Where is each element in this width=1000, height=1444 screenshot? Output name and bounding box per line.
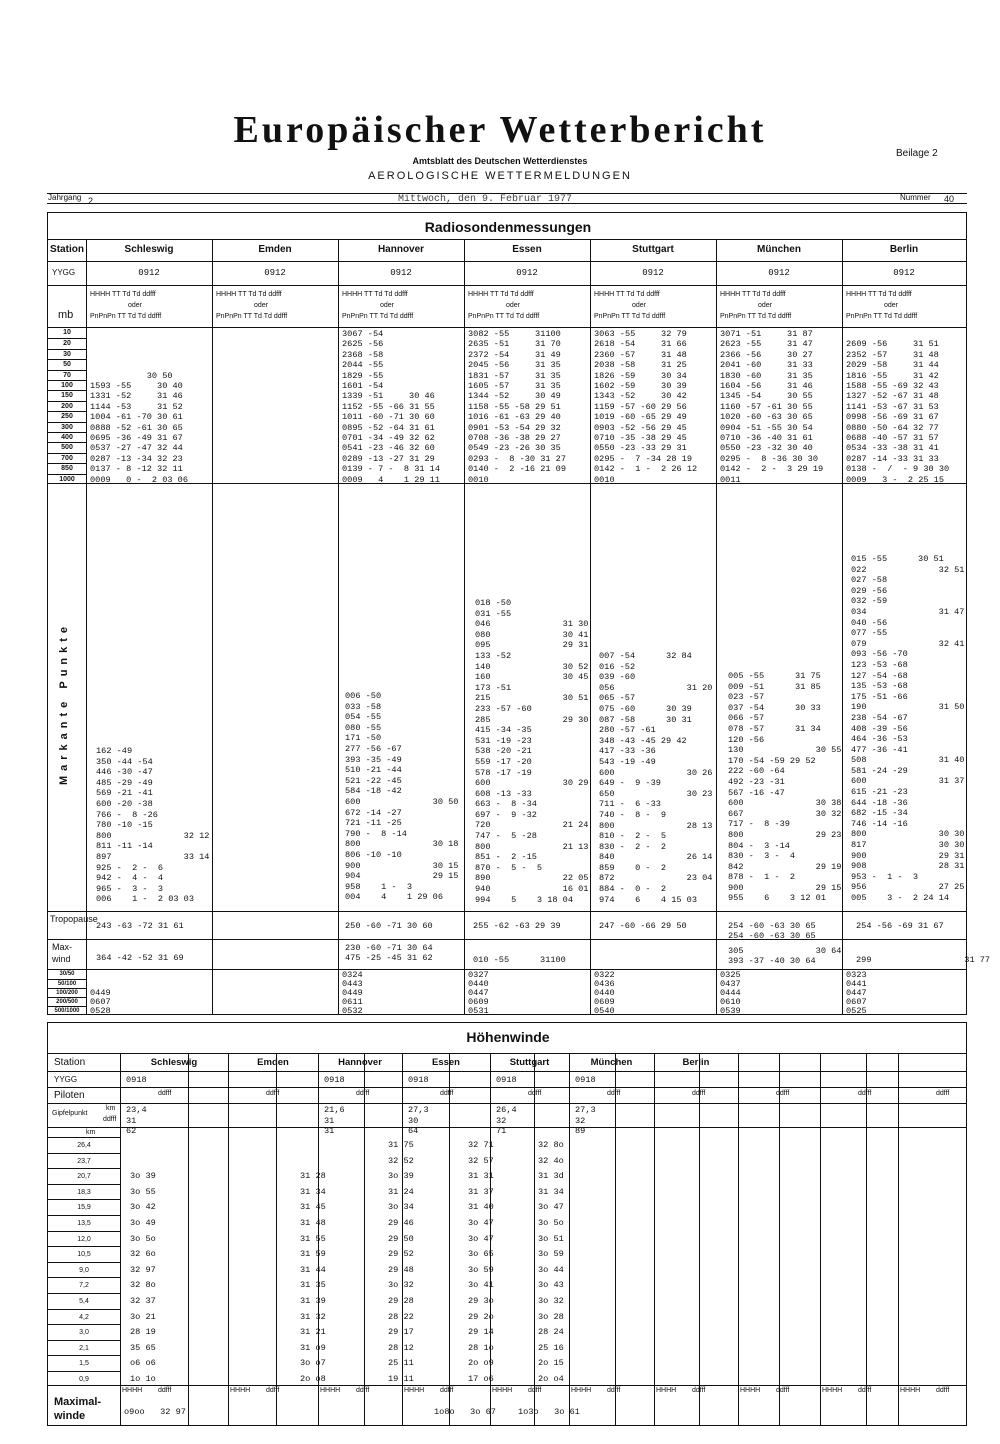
ddfff-label: ddfff xyxy=(158,1090,172,1097)
tropopause-data: 243 -63 -72 31 61 xyxy=(96,921,184,931)
pressure-level: 70 xyxy=(48,370,86,381)
height-level: 12,0 xyxy=(48,1231,120,1248)
rule xyxy=(48,1087,966,1088)
station-name: Hannover xyxy=(377,244,425,255)
rule xyxy=(48,1053,966,1054)
tropopause-data: 255 -62 -63 29 39 xyxy=(473,921,561,931)
summit-wind: 32 89 xyxy=(575,1116,586,1136)
issue-number: 40 xyxy=(944,194,955,204)
rule xyxy=(120,1053,121,1425)
rule xyxy=(464,239,465,1015)
volume-value: 2 xyxy=(88,196,94,206)
maxwind-head: HHHH xyxy=(230,1387,251,1394)
volume-label: Jahrgang xyxy=(48,193,82,202)
section-title: AEROLOGISCHE WETTERMELDUNGEN xyxy=(368,170,632,182)
thickness-label: 50/100 xyxy=(48,979,86,989)
height-level: 2,1 xyxy=(48,1340,120,1357)
rule xyxy=(615,1053,616,1425)
rule xyxy=(534,1053,535,1425)
maxwind-head: ddfff xyxy=(528,1387,542,1394)
thickness-label: 100/200 xyxy=(48,988,86,998)
rule xyxy=(449,1053,450,1425)
pressure-level: 150 xyxy=(48,390,86,401)
mb-label: mb xyxy=(58,309,74,321)
column-head: HHHH TT Td Td ddfff oder PnPnPn TT Td Td ddfff xyxy=(90,291,162,320)
rule xyxy=(86,239,87,1015)
maxwind-head: HHHH xyxy=(122,1387,143,1394)
summit-km: 21,6 xyxy=(324,1105,345,1115)
station-name: Stuttgart xyxy=(632,244,674,255)
pressure-level: 400 xyxy=(48,432,86,443)
marked-data: 006 -50 033 -58 054 -55 080 -55 171 -50 277 -56 -67 393 -35 -49 510 -21 -44 521 -22 -45 584 -18 -42 600 30 50 672 -14 -27 721 -11 -25 790 - 8 -14 800 30 18 806 -10 -10 900 30 15 904 29 15 958 1 - 3 004 4 1 29 06 xyxy=(345,691,459,903)
winds-column: 31 75 32 52 3o 39 31 24 3o 34 29 46 29 50 29 52 29 48 3o 32 29 28 28 22 29 17 28 12 25 11 19 11 xyxy=(388,1140,414,1384)
thickness-data: 0323 0441 0447 0607 0525 xyxy=(846,970,867,1016)
maxwind-head: ddfff xyxy=(440,1387,454,1394)
rule xyxy=(212,239,213,1015)
rule xyxy=(842,239,843,1015)
tropopause-data: 250 -60 -71 30 60 xyxy=(345,921,433,931)
rule xyxy=(738,1053,739,1425)
station-name: Essen xyxy=(432,1057,460,1068)
thickness-data: 0324 0443 0449 0611 0532 xyxy=(342,970,363,1016)
rule xyxy=(48,239,966,240)
yygg-value: 0918 xyxy=(575,1075,596,1085)
ddfff-label: ddfff xyxy=(440,1090,454,1097)
std-data: 3063 -55 32 79 2618 -54 31 66 2360 -57 31 48 2038 -58 31 25 1826 -59 30 34 1602 -59 30 39 1343 -52 30 42 1159 -57 -60 29 56 1019 -60 -65 29 49 0903 -52 -56 29 45 0710 -35 -38 29 45 0550 -23 -33 29 31 0295 - 7 -34 28 19 0142 - 1 - 2 26 12 0010 xyxy=(594,329,698,485)
marked-data: 005 -55 31 75 009 -51 31 85 023 -57 037 -54 30 33 066 -57 078 -57 31 34 120 -56 130 30 55 170 -54 -59 29 52 222 -60 -64 492 -23 -31 567 -16 -47 600 30 38 667 30 32 717 - 8 -39 800 29 23 804 - 3 -14 830 - 3 - 4 842 29 19 878 - 1 - 2 900 29 15 955 6 3 12 01 xyxy=(728,671,842,904)
summit-km: 27,3 xyxy=(408,1105,429,1115)
column-head: HHHH TT Td Td ddfff oder PnPnPn TT Td Td ddfff xyxy=(468,291,540,320)
maxwind-head: ddfff xyxy=(266,1387,280,1394)
summit-km: 23,4 xyxy=(126,1105,147,1115)
maxwind-value: o9oo 32 97 xyxy=(124,1407,186,1417)
subtitle: Amtsblatt des Deutschen Wetterdienstes xyxy=(412,156,588,166)
tropopause-label: Tropopause xyxy=(50,914,98,924)
rule xyxy=(228,1053,229,1425)
rule xyxy=(48,1103,966,1104)
winds-column: 32 71 32 57 31 31 31 37 31 40 3o 47 3o 47 3o 65 3o 59 3o 41 29 3o 29 2o 29 14 28 1o 2o o9 17 o6 xyxy=(468,1140,494,1384)
maxwind-label: Max-wind xyxy=(52,942,72,964)
maxwind-value: 1o8o 3o 67 xyxy=(434,1407,496,1417)
piloten-label: Piloten xyxy=(54,1090,85,1101)
yygg-value: 0912 xyxy=(390,268,412,278)
maxwind-head: ddfff xyxy=(607,1387,621,1394)
station-name: Schleswig xyxy=(124,244,174,255)
station-name: München xyxy=(590,1057,633,1068)
rule xyxy=(48,327,966,328)
yygg-value: 0912 xyxy=(138,268,160,278)
thickness-data: 0449 0607 0528 xyxy=(90,988,111,1016)
rule xyxy=(338,239,339,1015)
std-data: 3067 -54 2625 -56 2368 -58 2044 -55 1829 -55 1601 -54 1339 -51 30 46 1152 -55 -66 31 55 1011 -60 -71 30 60 0895 -52 -64 31 61 0701 -34 -49 32 62 0541 -23 -46 32 60 0289 -13 -27 31 29 0139 - 7 - 8 31 14 0009 4 1 29 11 xyxy=(342,329,440,485)
marked-data: 015 -55 30 51 022 32 51 027 -58 029 -56 032 -59 034 31 47 040 -56 077 -55 079 32 41 093 -56 -70 123 -53 -68 127 -54 -68 135 -53 -68 175 -51 -66 190 31 50 238 -54 -67 408 -39 -56 464 -36 -53 477 -36 -41 508 31 40 581 -24 -29 600 31 37 615 -21 -23 644 -18 -36 682 -15 -34 746 -14 -16 800 30 30 817 30 30 900 29 31 908 28 31 953 - 1 - 3 956 27 25 005 3 - 2 24 14 xyxy=(851,554,965,903)
yygg-value: 0912 xyxy=(768,268,790,278)
maxwind-data: 364 -42 -52 31 69 xyxy=(96,953,184,963)
std-data: 3082 -55 31100 2635 -51 31 70 2372 -54 31 49 2045 -56 31 35 1831 -57 31 35 1605 -57 31 35 1344 -52 30 49 1158 -55 -58 29 51 1016 -61 -63 29 40 0901 -53 -54 29 32 0708 -36 -38 29 27 0549 -23 -26 30 35 0293 - 8 -30 31 27 0140 - 2 -16 21 09 0010 xyxy=(468,329,566,485)
thickness-data: 0322 0436 0440 0609 0540 xyxy=(594,970,615,1016)
height-level: 4,2 xyxy=(48,1309,120,1326)
pressure-level: 30 xyxy=(48,349,86,360)
pressure-level: 500 xyxy=(48,442,86,453)
station-label: Station xyxy=(54,1057,86,1068)
yygg-value: 0912 xyxy=(516,268,538,278)
winds-column: 32 8o 32 4o 31 3d 31 34 3o 47 3o 5o 3o 51 3o 59 3o 44 3o 43 3o 32 3o 28 28 24 25 16 2o 15 2o o4 xyxy=(538,1140,564,1384)
summit-km: 26,4 xyxy=(496,1105,517,1115)
thickness-label: 500/1000 xyxy=(48,1006,86,1016)
rule xyxy=(48,1127,966,1128)
station-label: Station xyxy=(50,244,84,255)
thickness-data: 0327 0440 0447 0609 0531 xyxy=(468,970,489,1016)
pressure-level: 10 xyxy=(63,329,71,336)
maxwind-head: HHHH xyxy=(656,1387,677,1394)
issue-number-label: Nummer xyxy=(900,193,931,202)
height-level: 7,2 xyxy=(48,1277,120,1294)
station-name: Essen xyxy=(512,244,542,255)
height-level: 15,9 xyxy=(48,1199,120,1216)
maxwind-head: HHHH xyxy=(571,1387,592,1394)
rule xyxy=(48,969,966,970)
column-head: HHHH TT Td Td ddfff oder PnPnPn TT Td Td ddfff xyxy=(720,291,792,320)
maxwind-value: 1o3o 3o 61 xyxy=(518,1407,580,1417)
pressure-level: 50 xyxy=(48,359,86,370)
maximal-label: Maximal-winde xyxy=(54,1396,102,1422)
station-name: Emden xyxy=(257,1057,289,1068)
std-data: 30 50 1593 -55 30 40 1331 -52 31 46 1144 -53 31 52 1004 -61 -70 30 61 0888 -52 -61 30 65 0695 -36 -49 31 67 0537 -27 -47 32 44 0287 -13 -34 32 23 0137 - 8 -12 32 11 0009 0 - 2 03 06 xyxy=(90,370,188,485)
maxwind-head: ddfff xyxy=(692,1387,706,1394)
maxwind-data: 299 31 77 xyxy=(856,955,991,965)
station-name: Berlin xyxy=(889,244,919,255)
winds-column: 3o 39 3o 55 3o 42 3o 49 3o 5o 32 6o 32 97 32 8o 32 37 3o 21 28 19 35 65 o6 o6 1o 1o xyxy=(130,1171,156,1384)
ddfff-label: ddfff xyxy=(692,1090,706,1097)
yygg-label: YYGG xyxy=(54,1075,78,1084)
ddfff-label: ddfff xyxy=(103,1116,117,1123)
pressure-level: 100 xyxy=(48,380,86,391)
tropopause-data: 247 -60 -66 29 50 xyxy=(599,921,687,931)
rule xyxy=(966,1053,967,1425)
rule xyxy=(820,1053,821,1425)
marked-data: 162 -49 350 -44 -54 446 -30 -47 485 -29 -49 569 -21 -41 600 -20 -38 766 - 8 -26 780 -10 -15 800 32 12 811 -11 -14 897 33 14 925 - 2 - 6 942 - 4 - 4 965 - 3 - 3 006 1 - 2 03 03 xyxy=(96,746,210,905)
station-name: Schleswig xyxy=(150,1057,198,1068)
pressure-level: 20 xyxy=(48,338,86,349)
gipfel-label: Gipfelpunkt xyxy=(52,1110,88,1117)
station-name: Hannover xyxy=(338,1057,382,1068)
rule xyxy=(48,911,966,912)
height-level: 9,0 xyxy=(48,1262,120,1279)
radiosonde-title: Radiosondenmessungen xyxy=(424,219,592,235)
summit-wind: 31 31 xyxy=(324,1116,335,1136)
column-head: HHHH TT Td Td ddfff oder PnPnPn TT Td Td ddfff xyxy=(342,291,414,320)
ddfff-label: ddfff xyxy=(936,1090,950,1097)
height-level: 3,0 xyxy=(48,1324,120,1341)
yygg-value: 0912 xyxy=(642,268,664,278)
rule xyxy=(48,1385,966,1386)
rule xyxy=(779,1053,780,1425)
pressure-level: 300 xyxy=(48,422,86,433)
supplement-number: Beilage 2 xyxy=(896,148,938,159)
ddfff-label: ddfff xyxy=(607,1090,621,1097)
issue-date: Mittwoch, den 9. Februar 1977 xyxy=(398,194,573,205)
maxwind-head: HHHH xyxy=(740,1387,761,1394)
height-level: 18,3 xyxy=(48,1184,120,1201)
height-level: 0,9 xyxy=(48,1371,120,1388)
marked-points-label: Markante Punkte xyxy=(58,621,70,785)
thickness-label: 200/500 xyxy=(48,997,86,1007)
maxwind-head: HHHH xyxy=(822,1387,843,1394)
station-name: Stuttgart xyxy=(509,1057,550,1068)
summit-wind: 31 62 xyxy=(126,1116,137,1136)
rule xyxy=(590,239,591,1015)
pressure-level: 250 xyxy=(48,411,86,422)
std-data: 2609 -56 31 51 2352 -57 31 48 2029 -58 31 44 1816 -55 31 42 1588 -55 -69 32 43 1327 -52 -67 31 48 1141 -53 -67 31 53 0998 -56 -69 31 67 0880 -50 -64 32 77 0688 -40 -57 31 57 0534 -33 -38 31 41 0287 -14 -33 31 33 0138 - / - 9 30 30 0009 3 - 2 25 15 xyxy=(846,339,950,485)
maxwind-head: ddfff xyxy=(356,1387,370,1394)
ddfff-label: ddfff xyxy=(528,1090,542,1097)
yygg-value: 0912 xyxy=(893,268,915,278)
pressure-level: 200 xyxy=(48,401,86,412)
station-name: Berlin xyxy=(682,1057,710,1068)
rule xyxy=(188,1053,189,1425)
std-data: 3071 -51 31 87 2623 -55 31 47 2366 -56 30 27 2041 -60 31 33 1830 -60 31 35 1604 -56 31 46 1345 -54 30 55 1160 -57 -61 30 55 1020 -60 -63 30 65 0904 -51 -55 30 54 0710 -36 -40 31 61 0550 -23 -32 30 40 0295 - 8 -36 30 30 0142 - 2 - 3 29 19 0011 xyxy=(720,329,824,485)
maxwind-data: 230 -60 -71 30 64 475 -25 -45 31 62 xyxy=(345,943,433,963)
maxwind-head: ddfff xyxy=(158,1387,172,1394)
ddfff-label: ddfff xyxy=(858,1090,872,1097)
maxwind-head: HHHH xyxy=(900,1387,921,1394)
pressure-level: 1000 xyxy=(48,474,86,485)
thickness-data: 0325 0437 0444 0610 0539 xyxy=(720,970,741,1016)
column-head: HHHH TT Td Td ddfff oder PnPnPn TT Td Td ddfff xyxy=(846,291,918,320)
winds-column: 31 28 31 34 31 45 31 48 31 55 31 59 31 44 31 35 31 39 31 32 31 21 31 o9 3o o7 2o o8 xyxy=(300,1171,326,1384)
maxwind-head: ddfff xyxy=(936,1387,950,1394)
rule xyxy=(569,1053,570,1425)
maxwind-data: 305 30 64 393 -37 -40 30 64 xyxy=(728,946,842,966)
yygg-value: 0918 xyxy=(496,1075,517,1085)
upper-winds-title: Höhenwinde xyxy=(466,1029,550,1045)
height-level: 1,5 xyxy=(48,1355,120,1372)
maxwind-head: ddfff xyxy=(776,1387,790,1394)
yygg-value: 0918 xyxy=(126,1075,147,1085)
maxwind-data: 010 -55 31100 xyxy=(473,955,566,965)
column-head: HHHH TT Td Td ddfff oder PnPnPn TT Td Td ddfff xyxy=(216,291,288,320)
yygg-value: 0918 xyxy=(324,1075,345,1085)
pressure-level: 850 xyxy=(48,463,86,474)
ddfff-label: ddfff xyxy=(266,1090,280,1097)
ddfff-label: ddfff xyxy=(776,1090,790,1097)
thickness-label: 30/50 xyxy=(59,971,75,977)
yygg-value: 0918 xyxy=(408,1075,429,1085)
summit-wind: 30 64 xyxy=(408,1116,419,1136)
height-level: 20,7 xyxy=(48,1168,120,1185)
maxwind-head: ddfff xyxy=(858,1387,872,1394)
rule xyxy=(716,239,717,1015)
station-name: Emden xyxy=(258,244,292,255)
maxwind-head: HHHH xyxy=(320,1387,341,1394)
km-label: km xyxy=(86,1129,96,1136)
height-level: 13,5 xyxy=(48,1215,120,1232)
summit-km: 27,3 xyxy=(575,1105,596,1115)
station-name: München xyxy=(757,244,801,255)
rule xyxy=(364,1053,365,1425)
maxwind-head: HHHH xyxy=(404,1387,425,1394)
pressure-level: 700 xyxy=(48,453,86,464)
marked-data: 018 -50 031 -55 046 31 30 080 30 41 095 29 31 133 -52 140 30 52 160 30 45 173 -51 215 30 51 233 -57 -60 285 29 30 415 -34 -35 531 -19 -23 538 -20 -21 559 -17 -20 578 -17 -19 600 30 29 608 -13 -33 663 - 8 -34 697 - 9 -32 720 21 24 747 - 5 -28 800 21 13 851 - 2 -15 870 - 5 - 5 890 22 05 940 16 01 994 5 3 18 04 xyxy=(475,598,589,905)
yygg-label: YYGG xyxy=(52,268,76,277)
radiosonde-table xyxy=(47,212,991,1016)
ddfff-label: ddfff xyxy=(356,1090,370,1097)
rule xyxy=(48,261,966,262)
yygg-value: 0912 xyxy=(264,268,286,278)
tropopause-data: 254 -60 -63 30 65 254 -60 -63 30 65 xyxy=(728,921,816,941)
upper-winds-table xyxy=(47,1022,967,1426)
height-level: 26,4 xyxy=(48,1137,120,1154)
height-level: 23,7 xyxy=(48,1153,120,1170)
rule xyxy=(898,1053,899,1425)
km-label: km xyxy=(106,1105,116,1112)
rule xyxy=(48,939,966,940)
rule xyxy=(48,285,966,286)
rule xyxy=(654,1053,655,1425)
height-level: 10,5 xyxy=(48,1246,120,1263)
column-head: HHHH TT Td Td ddfff oder PnPnPn TT Td Td ddfff xyxy=(594,291,666,320)
marked-data: 007 -54 32 84 016 -52 039 -60 056 31 20 065 -57 075 -60 30 39 087 -58 30 31 280 -57 -61 348 -43 -45 29 42 417 -33 -36 543 -19 -49 600 30 26 649 - 9 -39 650 30 23 711 - 6 -33 740 - 8 - 9 800 28 13 810 - 2 - 5 830 - 2 - 2 840 26 14 859 0 - 2 872 23 04 884 - 0 - 2 974 6 4 15 03 xyxy=(599,651,713,905)
page-title: Europäischer Wetterbericht xyxy=(233,109,767,151)
rule xyxy=(276,1053,277,1425)
height-level: 5,4 xyxy=(48,1293,120,1310)
rule xyxy=(866,1053,867,1425)
maxwind-head: HHHH xyxy=(492,1387,513,1394)
summit-wind: 32 71 xyxy=(496,1116,507,1136)
rule xyxy=(48,1071,966,1072)
tropopause-data: 254 -56 -69 31 67 xyxy=(856,921,944,931)
rule xyxy=(699,1053,700,1425)
